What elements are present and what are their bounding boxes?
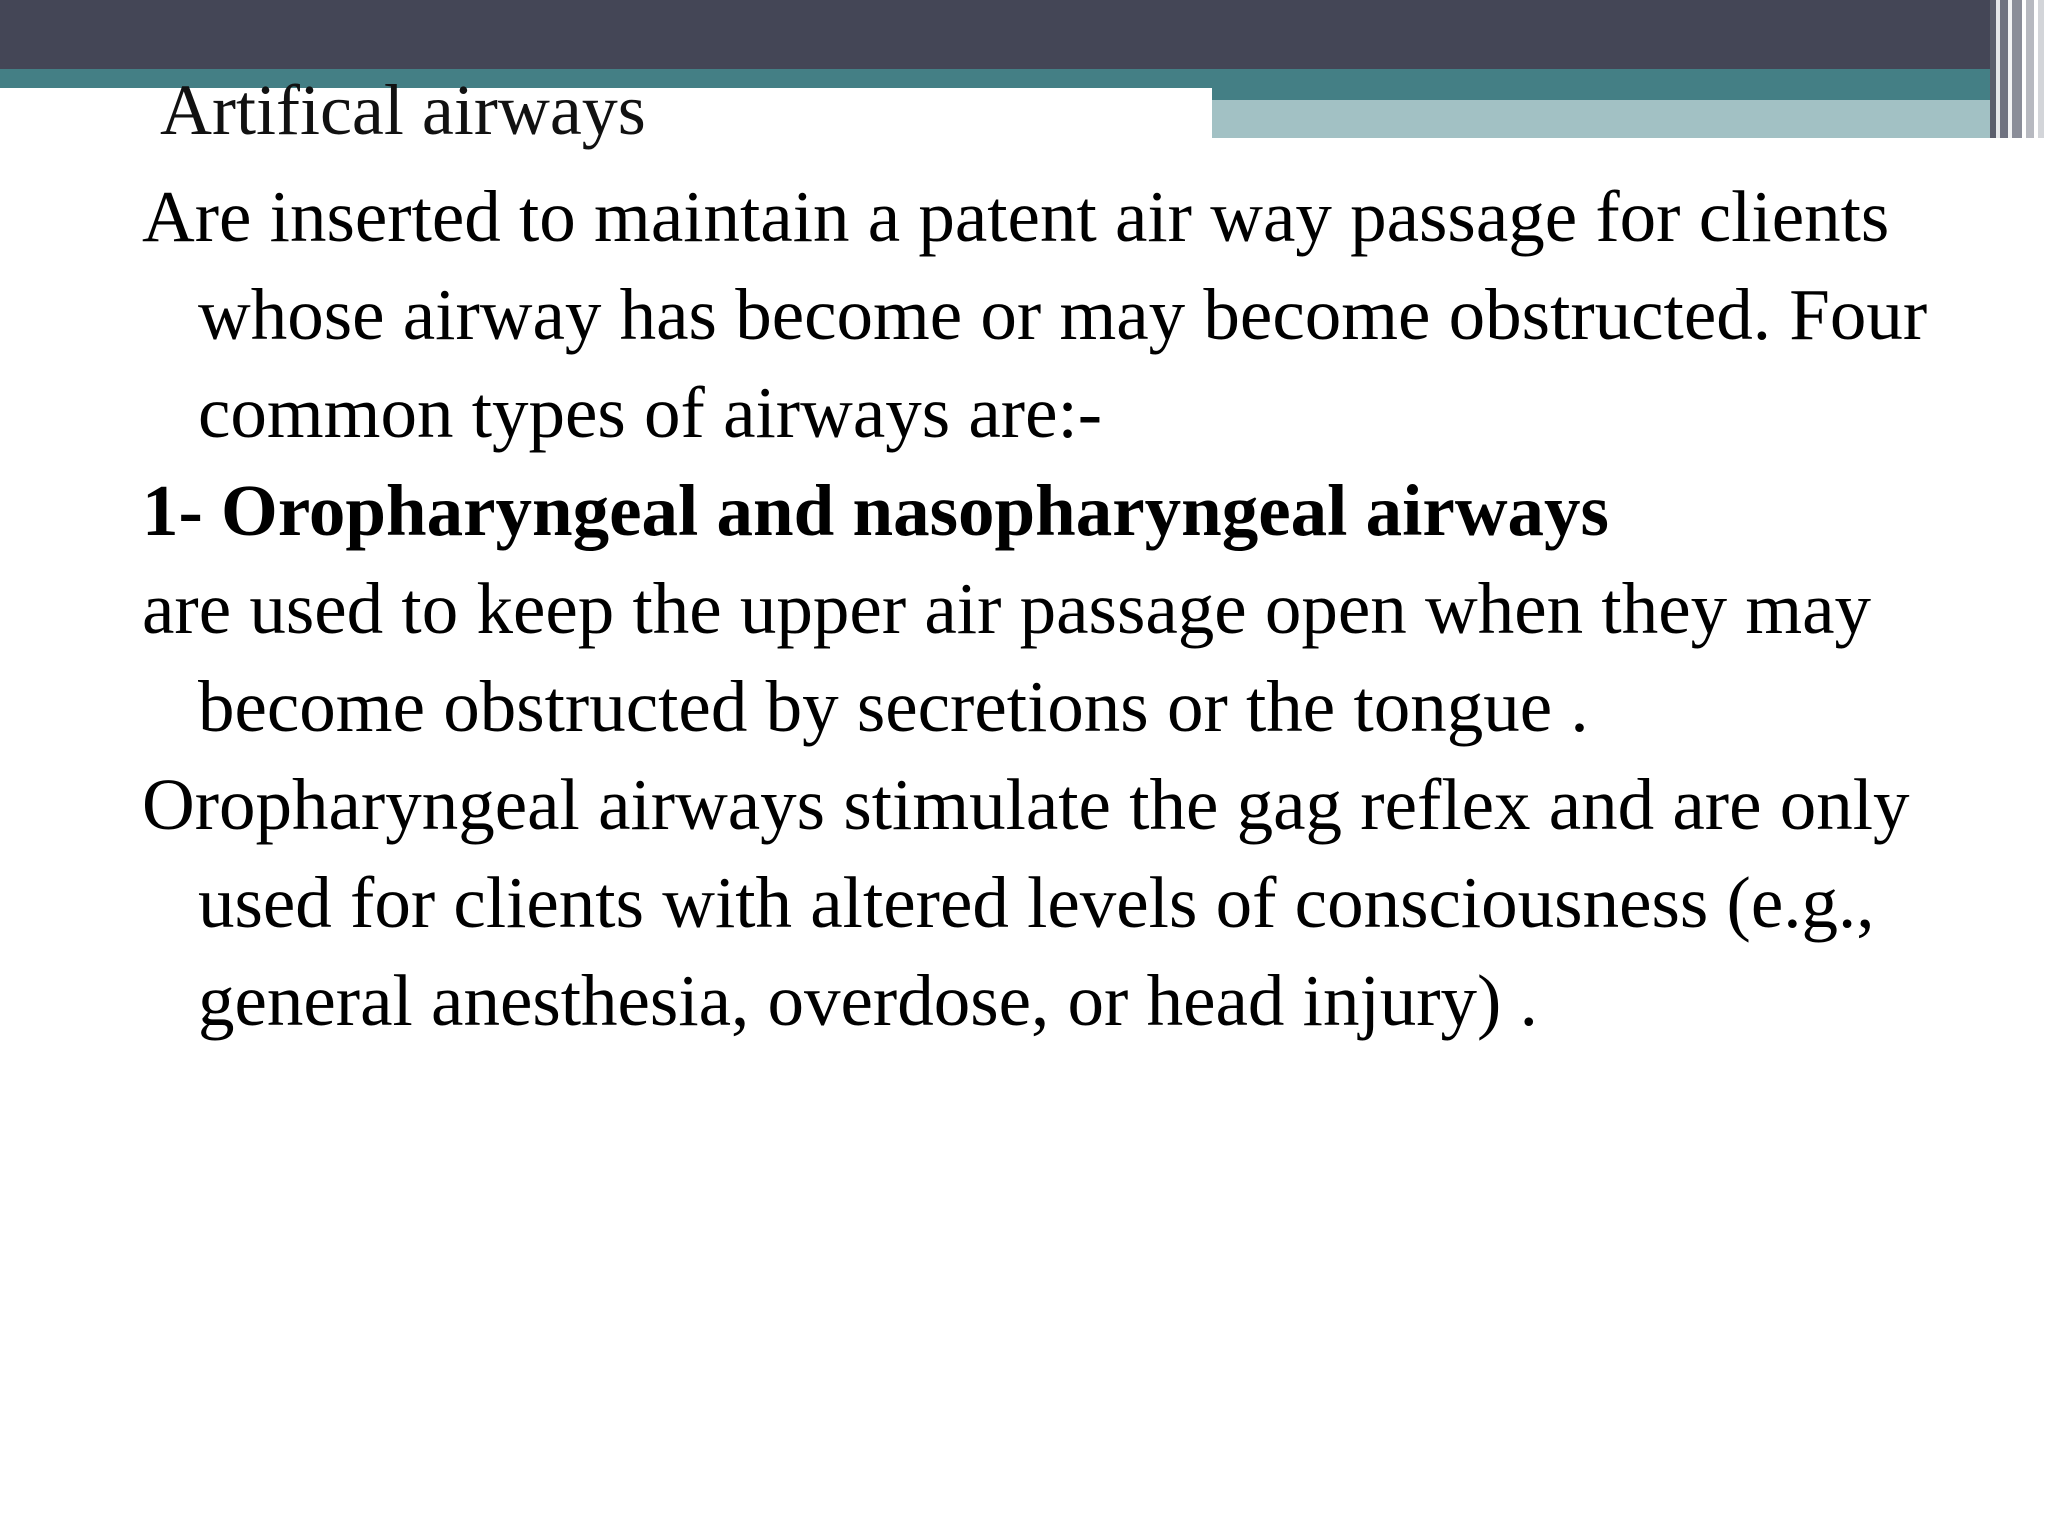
slide-body — [142, 168, 1982, 1050]
body-heading-oropharyngeal: 1- Oropharyngeal and nasopharyngeal airways — [142, 470, 1609, 551]
header-band-dark — [0, 0, 2048, 69]
header-band-light — [1212, 100, 2048, 138]
body-paragraph: Oropharyngeal airways stimulate the gag reflex and are only used for clients with altered levels of consciousness (e.g., general anesthesia, overdose, or head injury) . — [142, 764, 1910, 1041]
body-paragraph: Are inserted to maintain a patent air way passage for clients whose airway has become or may become obstructed. Four common types of airways are:- — [142, 176, 1928, 453]
header-stripes — [1990, 0, 2048, 138]
body-paragraph: are used to keep the upper air passage open when they may become obstructed by secretions or the tongue . — [142, 568, 1872, 747]
slide-title: Artifical airways — [160, 70, 646, 150]
